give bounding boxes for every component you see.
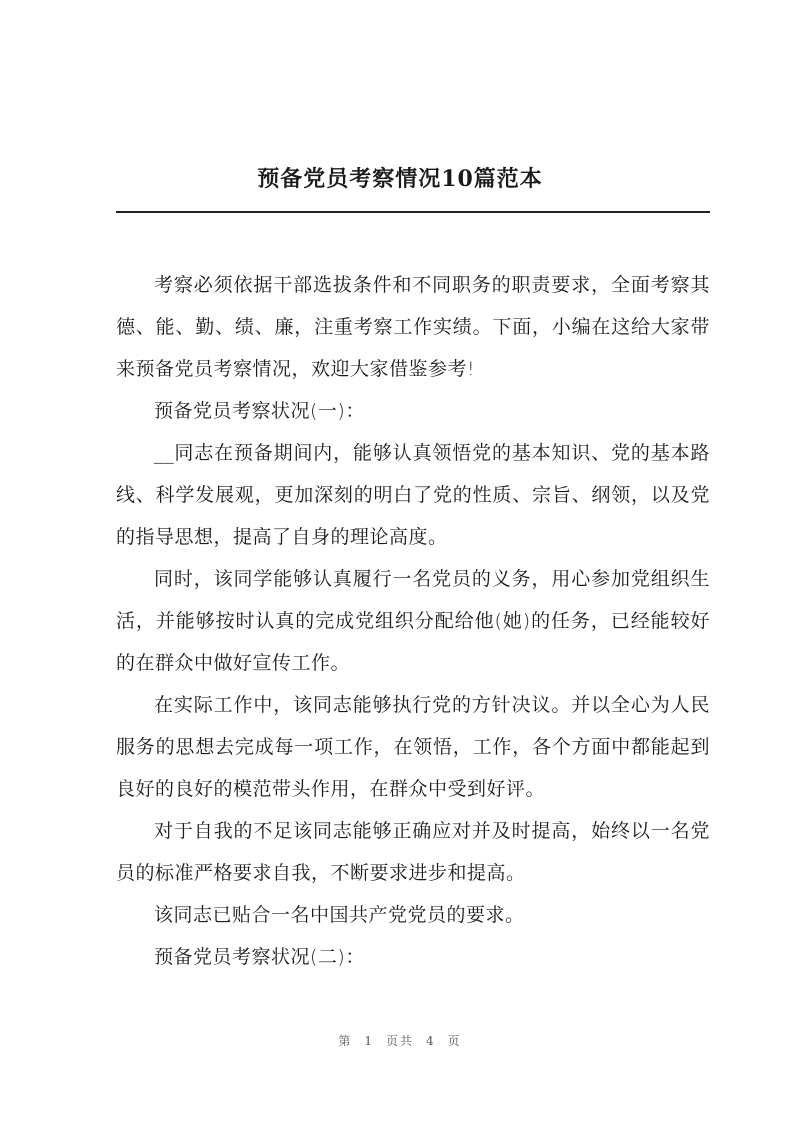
- paragraph-intro: 考察必须依据干部选拔条件和不同职务的职责要求，全面考察其德、能、勤、绩、廉，注重考察工作实绩。下面，小编在这给大家带来预备党员考察情况，欢迎大家借鉴参考!: [116, 274, 710, 380]
- page-number-footer: [0, 1032, 800, 1049]
- section-heading-two: 预备党员考察状况(二)：: [154, 946, 365, 968]
- title-divider: [116, 211, 710, 213]
- document-body: [116, 264, 710, 978]
- total-pages-number: 4: [426, 1034, 436, 1048]
- page-label-middle: 页共: [385, 1034, 414, 1048]
- paragraph: 同时，该同学能够认真履行一名党员的义务，用心参加党组织生活，并能够按时认真的完成党组织分配给他(她)的任务，已经能较好的在群众中做好宣传工作。: [116, 568, 710, 674]
- paragraph: 对于自我的不足该同志能够正确应对并及时提高，始终以一名党员的标准严格要求自我，不断要求进步和提高。: [116, 820, 710, 884]
- paragraph: 该同志已贴合一名中国共产党党员的要求。: [154, 904, 525, 926]
- document-title: 预备党员考察情况10篇范本: [257, 166, 543, 192]
- paragraph: 在实际工作中，该同志能够执行党的方针决议。并以全心为人民服务的思想去完成每一项工作，在领悟，工作，各个方面中都能起到良好的良好的模范带头作用，在群众中受到好评。: [116, 694, 710, 800]
- page-label-prefix: 第: [338, 1034, 353, 1048]
- current-page-number: 1: [364, 1034, 374, 1048]
- page-label-suffix: 页: [447, 1034, 462, 1048]
- section-heading-one: 预备党员考察状况(一)：: [154, 400, 365, 422]
- paragraph: __同志在预备期间内，能够认真领悟党的基本知识、党的基本路线、科学发展观，更加深刻的明白了党的性质、宗旨、纲领，以及党的指导思想，提高了自身的理论高度。: [116, 442, 710, 548]
